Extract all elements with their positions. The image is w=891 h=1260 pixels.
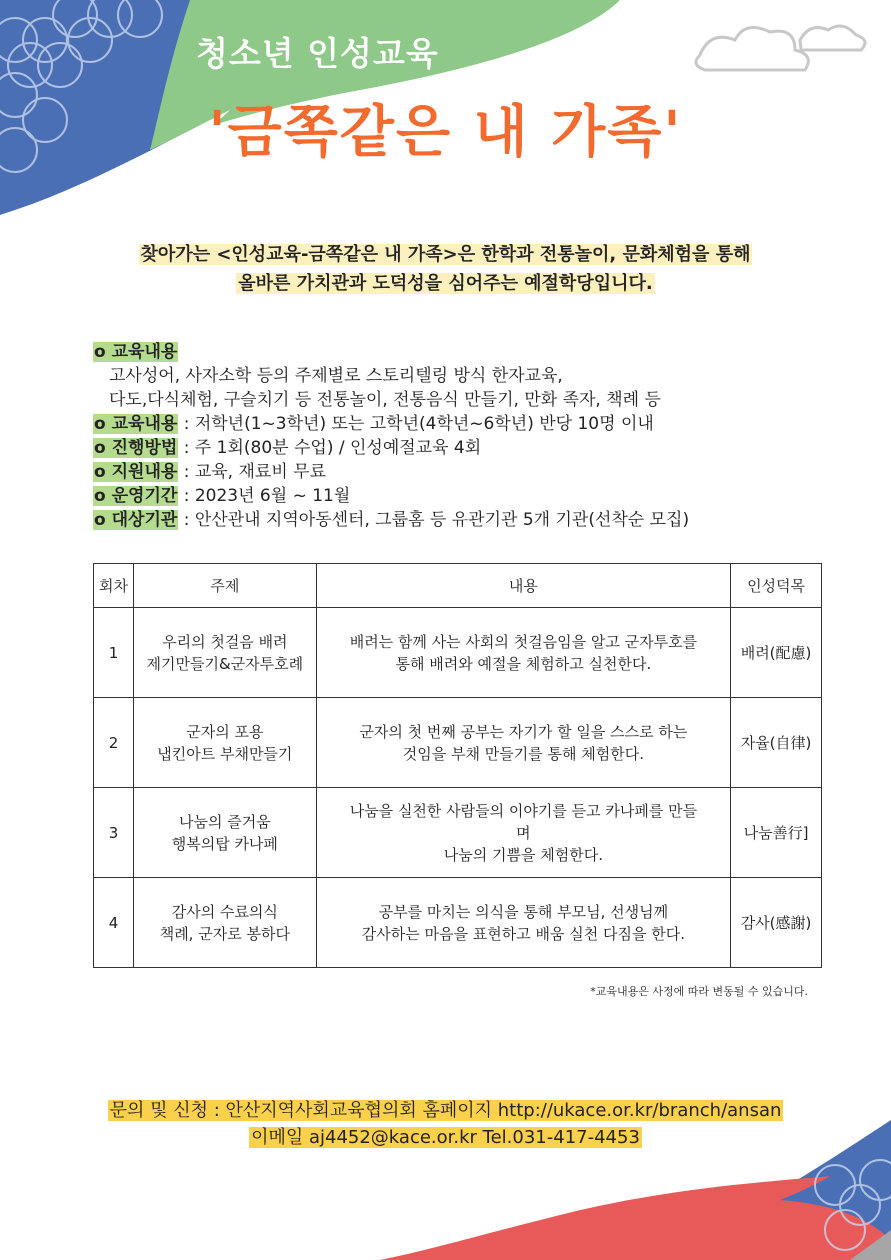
topic-line: 제기만들기&군자투호례 <box>146 654 304 673</box>
support-label: o 지원내용 <box>94 462 178 482</box>
program-subtitle: 청소년 인성교육 <box>196 34 439 73</box>
contact-info <box>0 1097 891 1151</box>
program-title: '금쪽같은 내 가족' <box>208 100 683 165</box>
session-number: 2 <box>94 698 134 788</box>
content-line: 감사하는 마음을 표현하고 배움 실천 다짐을 한다. <box>361 924 685 943</box>
content-line: 며 <box>516 823 531 842</box>
table-row <box>94 878 822 968</box>
intro-line-1: 찾아가는 <인성교육-금쪽같은 내 가족>은 한학과 전통놀이, 문화체험을 통해 <box>140 244 751 265</box>
table-row <box>94 698 822 788</box>
change-notice: *교육내용은 사정에 따라 변동될 수 있습니다. <box>590 985 808 998</box>
content-line-2: 다도,다식체험, 구슬치기 등 전통놀이, 전통음식 만들기, 만화 족자, 책례 등 <box>109 390 661 410</box>
target-value: : 저학년(1~3학년) 또는 고학년(4학년~6학년) 반당 10명 이내 <box>178 414 654 434</box>
content-line: 공부를 마치는 의식을 통해 부모님, 선생님께 <box>378 902 669 921</box>
table-row <box>94 788 822 878</box>
contact-line-1[interactable]: 문의 및 신청 : 안산지역사회교육협의회 홈페이지 http://ukace.or.kr/branch/ansan <box>109 1100 782 1121</box>
table-row <box>94 608 822 698</box>
session-content <box>316 878 730 968</box>
org-label: o 대상기관 <box>94 510 178 530</box>
content-line: 나눔을 실천한 사람들의 이야기를 듣고 카나페를 만들 <box>349 801 698 820</box>
content-line: 배려는 함께 사는 사회의 첫걸음임을 알고 군자투호를 <box>349 632 698 651</box>
session-virtue: 나눔善行] <box>731 788 822 878</box>
session-number: 4 <box>94 878 134 968</box>
table-header-row <box>94 564 822 608</box>
session-virtue: 배려(配慮) <box>731 608 822 698</box>
session-number: 3 <box>94 788 134 878</box>
content-line: 통해 배려와 예절을 체험하고 실천한다. <box>395 654 652 673</box>
period-label: o 운영기간 <box>94 486 178 506</box>
header-content: 내용 <box>316 564 730 608</box>
session-topic <box>133 788 316 878</box>
intro-text <box>0 240 891 298</box>
topic-line: 행복의탑 카나페 <box>171 834 278 853</box>
header-session: 회차 <box>94 564 134 608</box>
topic-line: 나눔의 즐거움 <box>178 812 271 831</box>
topic-line: 냅킨아트 부채만들기 <box>157 744 293 763</box>
org-value: : 안산관내 지역아동센터, 그룹홈 등 유관기관 5개 기관(선착순 모집) <box>178 510 690 530</box>
period-value: : 2023년 6월 ~ 11월 <box>178 486 351 506</box>
method-value: : 주 1회(80분 수업) / 인성예절교육 4회 <box>178 438 482 458</box>
method-label: o 진행방법 <box>94 438 178 458</box>
session-number: 1 <box>94 608 134 698</box>
topic-line: 감사의 수료의식 <box>171 902 278 921</box>
curriculum-table <box>93 563 822 968</box>
content-line: 나눔의 기쁨을 체험한다. <box>443 845 603 864</box>
session-topic <box>133 878 316 968</box>
cloud-decoration <box>696 26 865 70</box>
session-virtue: 감사(感謝) <box>731 878 822 968</box>
program-info <box>93 340 813 532</box>
content-line: 것임을 부채 만들기를 통해 체험한다. <box>402 744 644 763</box>
header-virtue: 인성덕목 <box>731 564 822 608</box>
header-topic: 주제 <box>133 564 316 608</box>
session-content <box>316 788 730 878</box>
content-line: 군자의 첫 번째 공부는 자기가 할 일을 스스로 하는 <box>359 722 688 741</box>
topic-line: 우리의 첫걸음 배려 <box>162 632 288 651</box>
content-label: o 교육내용 <box>94 342 178 362</box>
content-line-1: 고사성어, 사자소학 등의 주제별로 스토리텔링 방식 한자교육, <box>109 366 563 386</box>
intro-line-2: 올바른 가치관과 도덕성을 심어주는 예절학당입니다. <box>238 273 653 294</box>
session-content <box>316 608 730 698</box>
session-virtue: 자율(自律) <box>731 698 822 788</box>
target-label: o 교육내용 <box>94 414 178 434</box>
contact-line-2[interactable]: 이메일 aj4452@kace.or.kr Tel.031-417-4453 <box>251 1127 640 1148</box>
topic-line: 군자의 포용 <box>186 722 264 741</box>
support-value: : 교육, 재료비 무료 <box>178 462 326 482</box>
session-content <box>316 698 730 788</box>
session-topic <box>133 608 316 698</box>
session-topic <box>133 698 316 788</box>
topic-line: 책례, 군자로 봉하다 <box>159 924 290 943</box>
